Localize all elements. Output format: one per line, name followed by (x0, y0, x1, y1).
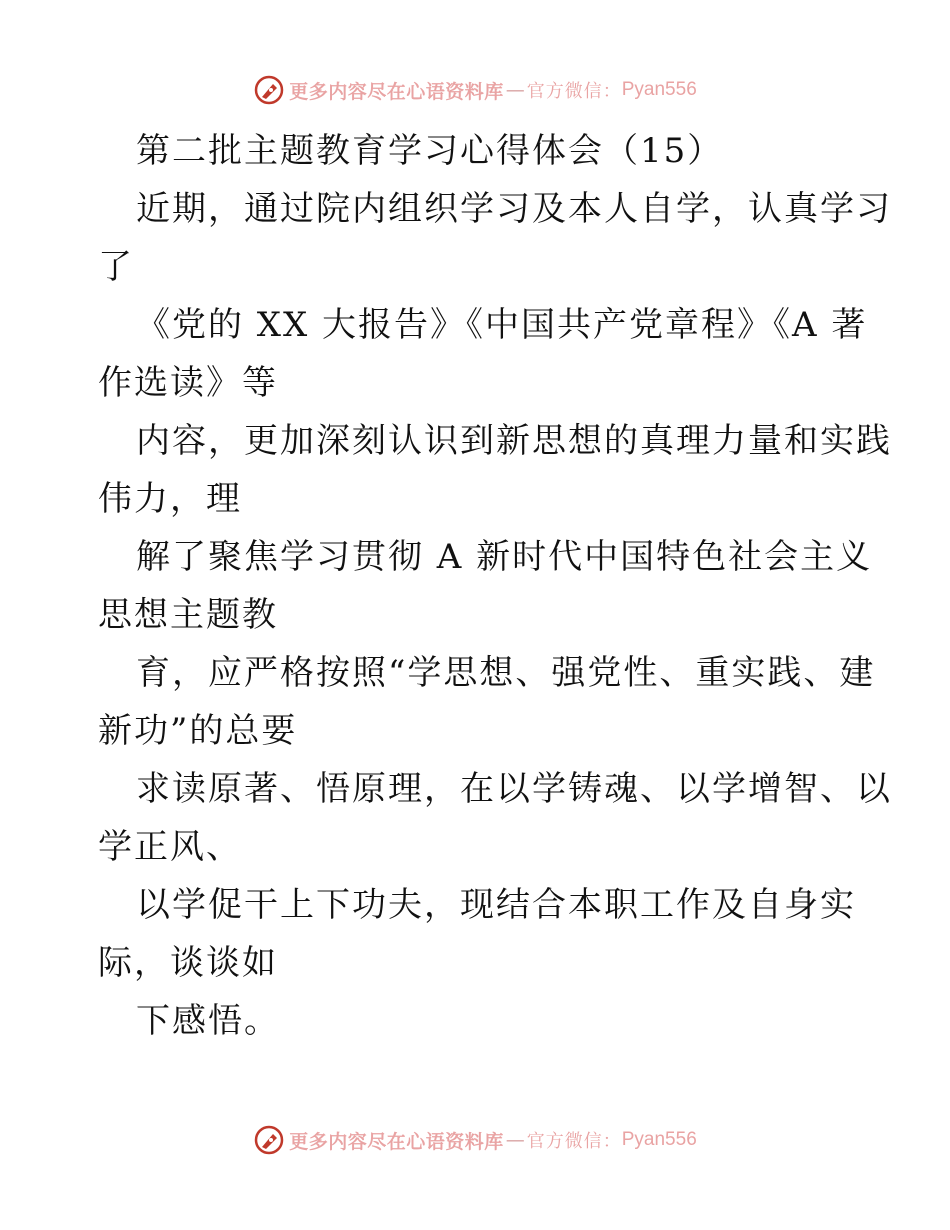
pen-nib-logo-icon (253, 74, 285, 106)
paragraph-line: 育，应严格按照“学思想、强党性、重实践、建 (136, 653, 876, 693)
footer-official-label: 官方微信： (526, 1131, 622, 1152)
footer-site-text: 更多内容尽在心语资料库 (289, 1130, 504, 1153)
paragraph-line: 际，谈谈如 (98, 943, 278, 983)
pen-nib-logo-icon (253, 1124, 285, 1156)
paragraph-line: 近期，通过院内组织学习及本人自学，认真学习 (136, 189, 892, 229)
header-banner (0, 70, 950, 110)
paragraph-line: 伟力，理 (98, 479, 242, 519)
paragraph-line: 解了聚焦学习贯彻 A 新时代中国特色社会主义 (136, 537, 873, 577)
footer-dash: — (505, 1129, 525, 1151)
footer-banner (0, 1120, 950, 1160)
paragraph-line: 了 (98, 247, 134, 287)
paragraph-line: 内容，更加深刻认识到新思想的真理力量和实践 (136, 421, 892, 461)
header-wechat-id: Pyan556 (621, 79, 697, 100)
paragraph-line: 思想主题教 (98, 595, 278, 635)
paragraph-line: 下感悟。 (136, 1001, 280, 1041)
paragraph-line: 以学促干上下功夫，现结合本职工作及自身实 (136, 885, 856, 925)
paragraph-line: 《党的 XX 大报告》《中国共产党章程》《A 著 (136, 305, 868, 345)
paragraph-line: 新功”的总要 (98, 711, 298, 751)
document-body (98, 122, 892, 1050)
paragraph-line: 作选读》等 (98, 363, 278, 403)
document-title: 第二批主题教育学习心得体会（15） (136, 131, 724, 171)
header-dash: — (505, 79, 525, 101)
header-official-label: 官方微信： (526, 81, 622, 102)
footer-wechat-id: Pyan556 (621, 1129, 697, 1150)
header-site-text: 更多内容尽在心语资料库 (289, 80, 504, 103)
paragraph-line: 学正风、 (98, 827, 242, 867)
paragraph-line: 求读原著、悟原理，在以学铸魂、以学增智、以 (136, 769, 892, 809)
